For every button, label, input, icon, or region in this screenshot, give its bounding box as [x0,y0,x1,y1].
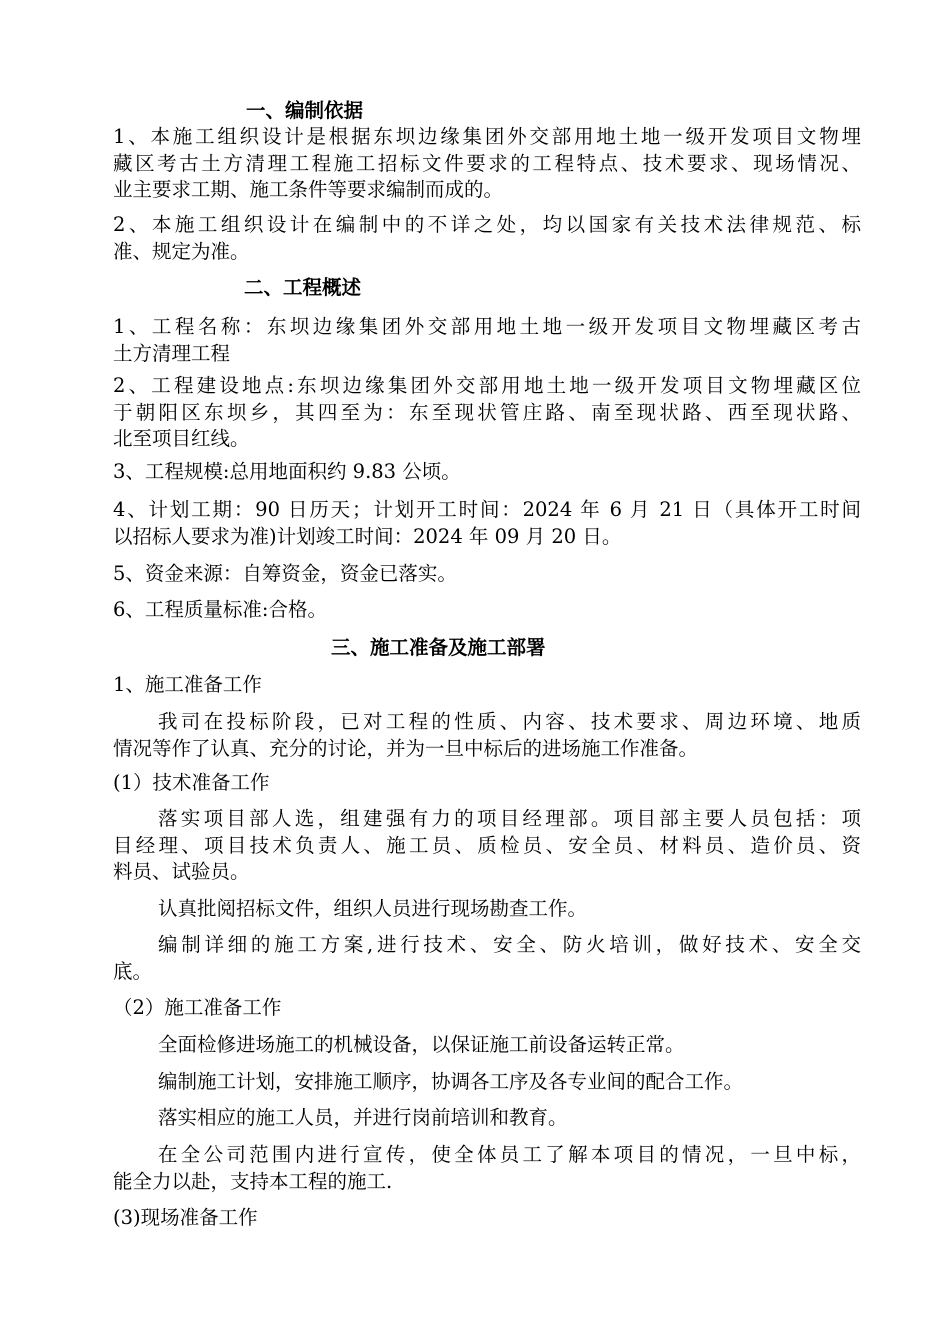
text-line: 土方清理工程 [113,341,231,365]
paragraph [113,995,861,1022]
paragraph [113,314,861,367]
text-line: 落实项目部人选，组建强有力的项目经理部。项目部主要人员包括：项 [158,807,861,830]
text-line: 在全公司范围内进行宣传，使全体员工了解本项目的情况，一旦中标， [158,1143,861,1166]
text-line: 1、本施工组织设计是根据东坝边缘集团外交部用地土地一级开发项目文物埋 [113,125,861,148]
paragraph [113,1142,861,1195]
text-line: (1）技术准备工作 [113,771,270,794]
text-line: 编制施工计划，安排施工顺序，协调各工序及各专业间的配合工作。 [158,1070,744,1093]
section-heading-1: 一、编制依据 [246,99,364,122]
paragraph [113,497,861,550]
text-line: 北至项目红线。 [113,427,250,450]
text-line: 我司在投标阶段，已对工程的性质、内容、技术要求、周边环境、地质 [158,710,861,733]
text-line: 准、规定为准。 [113,239,250,263]
text-line: 6、工程质量标准:合格。 [113,598,327,621]
text-line: 全面检修进场施工的机械设备，以保证施工前设备运转正常。 [158,1033,685,1056]
paragraph [113,896,861,923]
text-line: 底。 [113,959,153,983]
section-heading-2: 二、工程概述 [244,276,362,299]
paragraph [113,1069,861,1096]
text-line: 以招标人要求为准)计划竣工时间：2024 年 09 月 20 日。 [113,524,622,548]
text-line: 情况等作了认真、充分的讨论，并为一旦中标后的进场施工作准备。 [113,736,699,760]
section-heading-3: 三、施工准备及施工部署 [331,636,546,659]
text-line: 3、工程规模:总用地面积约 9.83 公顷。 [113,460,461,483]
text-line: 2、工程建设地点:东坝边缘集团外交部用地土地一级开发项目文物埋藏区位 [113,374,861,397]
text-line: 1、工程名称：东坝边缘集团外交部用地土地一级开发项目文物埋藏区考古 [113,315,861,338]
paragraph [113,806,861,886]
paragraph [113,1032,861,1059]
paragraph [113,597,861,624]
text-line: 2、本施工组织设计在编制中的不详之处，均以国家有关技术法律规范、标 [113,213,861,236]
text-line: 落实相应的施工人员，并进行岗前培训和教育。 [158,1106,568,1129]
paragraph [113,561,861,588]
text-line: （2）施工准备工作 [113,996,282,1019]
text-line: 编制详细的施工方案,进行技术、安全、防火培训，做好技术、安全交 [158,933,861,956]
text-line: 业主要求工期、施工条件等要求编制而成的。 [113,178,504,201]
paragraph [113,932,861,985]
text-line: 料员、试验员。 [113,860,250,883]
paragraph [113,709,861,762]
text-line: 认真批阅招标文件，组织人员进行现场勘查工作。 [158,897,588,920]
text-line: 5、资金来源：自筹资金，资金已落实。 [113,562,457,585]
paragraph [113,459,861,486]
paragraph [113,770,861,797]
paragraph [113,212,861,265]
paragraph [113,1205,861,1232]
text-line: 1、施工准备工作 [113,673,262,696]
text-line: 能全力以赴，支持本工程的施工. [113,1169,393,1193]
paragraph [113,373,861,453]
paragraph [113,1105,861,1132]
text-line: 于朝阳区东坝乡，其四至为：东至现状管庄路、南至现状路、西至现状路、 [113,400,861,424]
text-line: 目经理、项目技术负责人、施工员、质检员、安全员、材料员、造价员、资 [113,833,861,857]
paragraph [113,124,861,204]
text-line: 藏区考古土方清理工程施工招标文件要求的工程特点、技术要求、现场情况、 [113,151,861,175]
text-line: 4、计划工期：90 日历天；计划开工时间：2024 年 6 月 21 日（具体开工时间 [113,498,861,521]
paragraph [113,672,861,699]
text-line: (3)现场准备工作 [113,1206,258,1229]
